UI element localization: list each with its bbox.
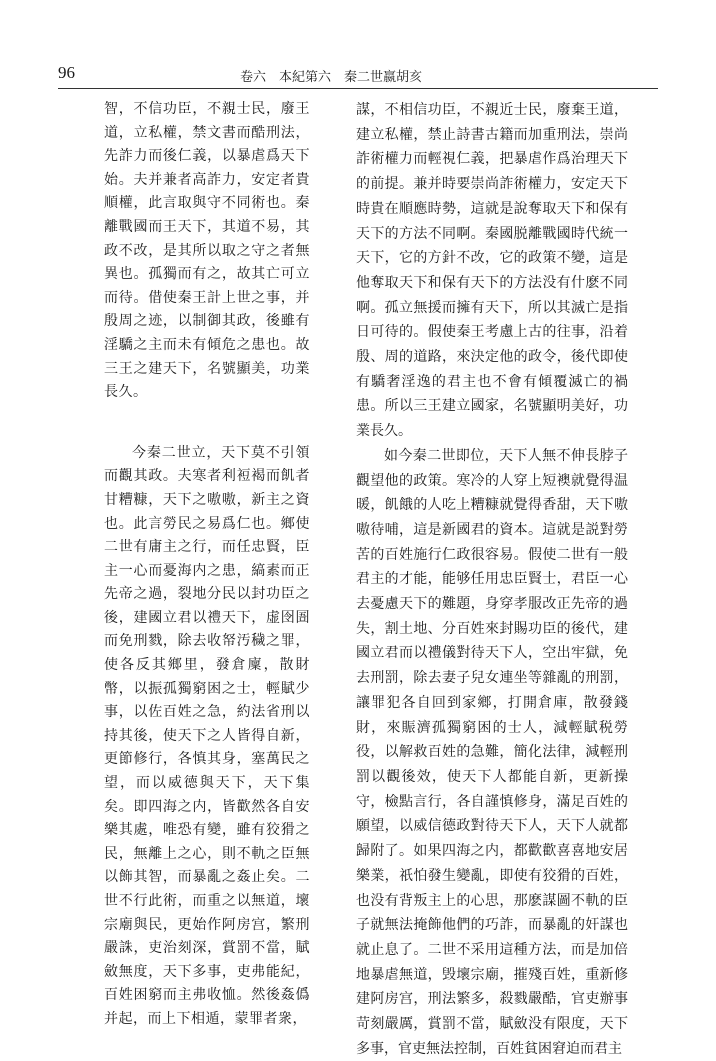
left-column-classical-text	[104, 98, 310, 1032]
left-paragraph-2: 今秦二世立，天下莫不引領而觀其政。夫寒者利裋褐而飢者甘糟糠，天下之嗷嗷，新主之資也。此言勞民之易爲仁也。鄉使二世有庸主之行，而任忠賢，臣主一心而憂海内之患，縞素而正先帝之過，裂地分民以封功臣之後，建國立君以禮天下，虚囹圄而免刑戮，除去收帑汚穢之罪，使各反其鄉里，發倉廩，散財幣，以振孤獨窮困之士，輕賦少事，以佐百姓之急，約法省刑以持其後，使天下之人皆得自新，更節修行，各慎其身，塞萬民之望，而以威德與天下，天下集矣。即四海之内，皆歡然各自安樂其處，唯恐有變，雖有狡猾之民，無離上之心，則不軌之臣無以飾其智，而暴亂之姦止矣。二世不行此術，而重之以無道，壞宗廟與民，更始作阿房宫，繁刑嚴誅，吏治刻深，賞罰不當，賦斂無度，天下多事，吏弗能紀，百姓困窮而主弗收恤。然後姦僞并起，而上下相遁，蒙罪者衆，	[104, 444, 310, 1027]
right-paragraph-1: 謀，不相信功臣，不親近士民，廢棄王道，建立私權，禁止詩書古籍而加重刑法，崇尚詐術權力而輕視仁義，把暴虐作爲治理天下的前提。兼并時要崇尚詐術權力，安定天下時貴在順應時勢，這就是說奪取天下和保有天下的方法不同啊。秦國脱離戰國時代統一天下，它的方針不改，它的政策不變，這是他奪取天下和保有天下的方法没有什麽不同啊。孤立無援而擁有天下，所以其滅亡是指日可待的。假使秦王考慮上古的往事，沿着殷、周的道路，來決定他的政令，後代即使有驕奢淫逸的君主也不會有傾覆滅亡的禍患。所以三王建立國家，名號顯明美好，功業長久。	[356, 102, 628, 440]
header-rule	[58, 88, 658, 89]
right-column-translation	[356, 98, 628, 1061]
left-paragraph-1: 智，不信功臣，不親士民，廢王道，立私權，禁文書而酷刑法，先詐力而後仁義，以暴虐爲天下始。夫并兼者高詐力，安定者貴順權，此言取與守不同術也。秦離戰國而王天下，其道不易，其政不改，是其所以取之守之者無異也。孤獨而有之，故其亡可立而待。借使秦王計上世之事，并殷周之迹，以制御其政，後雖有淫驕之主而未有傾危之患也。故三王之建天下，名號顯美，功業長久。	[104, 101, 310, 401]
running-header: 卷六 本紀第六 秦二世嬴胡亥	[240, 70, 423, 85]
right-paragraph-2: 如今秦二世即位，天下人無不伸長脖子觀望他的政策。寒冷的人穿上短襖就覺得温暖，飢餓的人吃上糟糠就覺得香甜，天下嗷嗷待哺，這是新國君的資本。這就是説對勞苦的百姓施行仁政很容易。假使二世有一般君主的才能，能够任用忠臣賢士，君臣一心去憂慮天下的難題，身穿孝服改正先帝的過失，割土地、分百姓來封賜功臣的後代，建國立君而以禮儀對待天下人，空出牢獄，免去刑罰，除去妻子兒女連坐等雜亂的刑罰，讓罪犯各自回到家鄉，打開倉庫，散發錢財，來賑濟孤獨窮困的士人，減輕賦税勞役，以解救百姓的急難，簡化法律，減輕刑罰以觀後效，使天下人都能自新，更新操守，檢點言行，各自謹慎修身，滿足百姓的願望，以威信德政對待天下人，天下人就都歸附了。如果四海之内，都歡歡喜喜地安居樂業，祇怕發生變亂，即使有狡猾的百姓，也没有背叛主上的心思，那麽謀圖不軌的臣子就無法掩飾他們的巧詐，而暴亂的奸謀也就止息了。二世不采用這種方法，而是加倍地暴虐無道，毁壞宗廟，摧殘百姓，重新修建阿房宫，刑法繁多，殺戮嚴酷，官吏辦事苛刻嚴厲，賞罰不當，賦斂没有限度，天下多事，官吏無法控制，百姓貧困窘迫而君主	[356, 447, 628, 1057]
paragraph-gap	[104, 405, 310, 442]
page-number: 96	[58, 63, 75, 82]
